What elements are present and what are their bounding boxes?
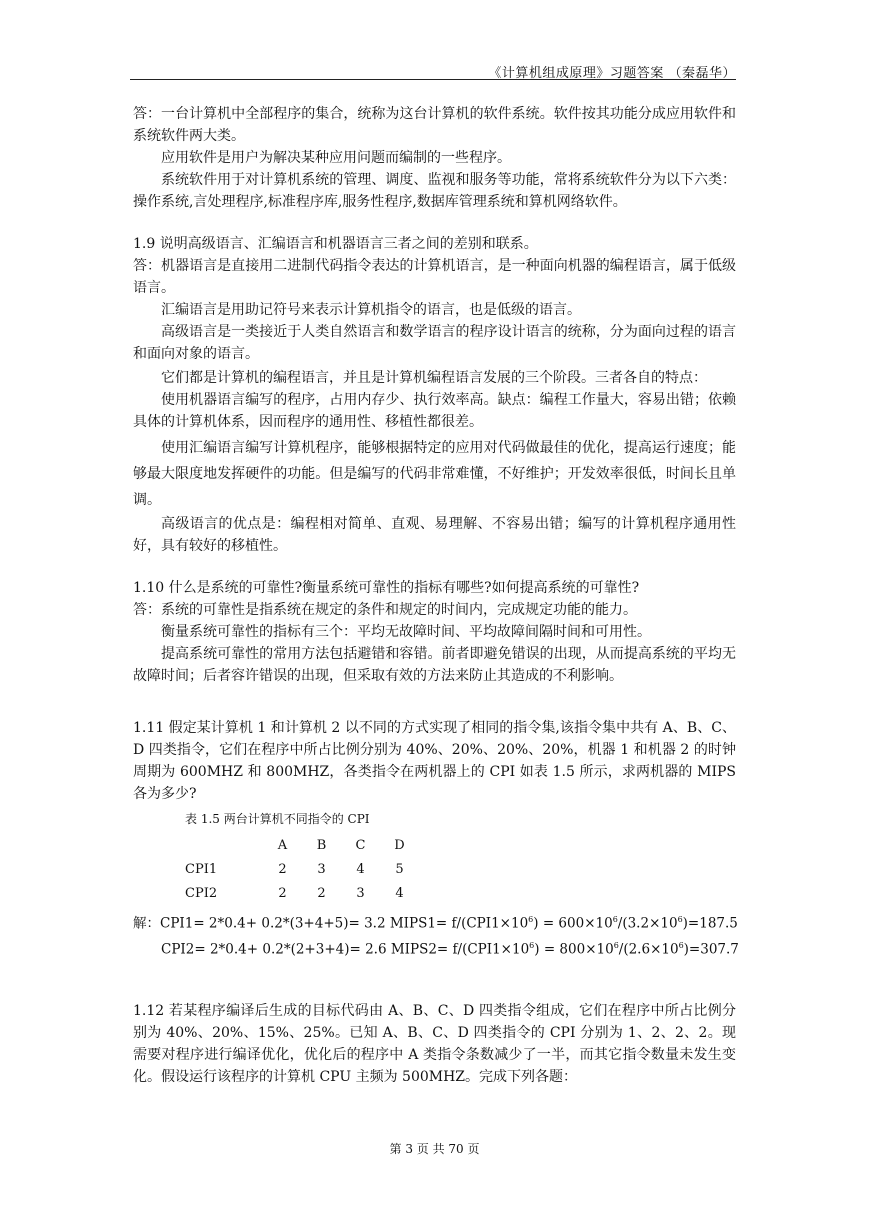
column-header: D [394,837,405,853]
table-cell: 2 [278,861,287,877]
table-cell: 2 [278,885,287,901]
table-row [185,857,419,881]
table-cell: 5 [395,861,404,877]
table-cell: 3 [356,885,365,901]
table-row [185,881,419,905]
row-label: CPI1 [185,861,218,877]
question-1-11: 1.11 假定某计算机 1 和计算机 2 以不同的方式实现了相同的指令集,该指令集中共有 A、B、C、D 四类指令，它们在程序中所占比例分别为 40%、20%、20%、20%，机器 1 和机器 2 的时钟周期为 600MHZ 和 800MHZ，各类指令在两机器上的 CPI 如表 1.5 所示，求两机器的 MIPS 各为多少? [133,720,736,802]
table-cell: 2 [317,885,326,901]
page-footer: 第 3 页 共 70 页 [389,1142,480,1156]
header-divider [130,79,736,80]
table-header-row [185,833,419,857]
cpi-table [185,833,419,905]
answer-paragraph: 答：机器语言是直接用二进制代码指令表达的计算机语言，是一种面向机器的编程语言，属于低级语言。 [133,258,736,296]
answer-paragraph: 答：系统的可靠性是指系统在规定的条件和规定的时间内，完成规定功能的能力。 [133,602,637,618]
answer-paragraph: 高级语言的优点是：编程相对简单、直观、易理解、不容易出错；编写的计算机程序通用性好，具有较好的移植性。 [133,516,736,554]
answer-paragraph: 系统软件用于对计算机系统的管理、调度、监视和服务等功能，常将系统软件分为以下六类：操作系统,言处理程序,标准程序库,服务性程序,数据库管理系统和算机网络软件。 [133,172,736,210]
answer-paragraph: 答：一台计算机中全部程序的集合，统称为这台计算机的软件系统。软件按其功能分成应用软件和系统软件两大类。 [133,106,736,144]
answer-paragraph: 应用软件是用户为解决某种应用问题而编制的一些程序。 [161,150,511,166]
page-header: 《计算机组成原理》习题答案 （秦磊华） [488,66,736,81]
answer-paragraph: 使用汇编语言编写计算机程序，能够根据特定的应用对代码做最佳的优化，提高运行速度；能够最大限度地发挥硬件的功能。但是编写的代码非常难懂，不好维护；开发效率很低，时间长且单调。 [133,440,736,508]
answer-paragraph: 衡量系统可靠性的指标有三个：平均无故障时间、平均故障间隔时间和可用性。 [161,624,651,640]
column-header: C [355,837,366,853]
table-cell: 4 [395,885,404,901]
column-header: A [277,837,288,853]
answer-paragraph: 使用机器语言编写的程序，占用内存少、执行效率高。缺点：编程工作量大，容易出错；依赖具体的计算机体系，因而程序的通用性、移植性都很差。 [133,392,736,430]
answer-paragraph: 它们都是计算机的编程语言，并且是计算机编程语言发展的三个阶段。三者各自的特点： [161,370,707,386]
table-caption: 表 1.5 两台计算机不同指令的 CPI [185,812,370,826]
question-1-12: 1.12 若某程序编译后生成的目标代码由 A、B、C、D 四类指令组成，它们在程序中所占比例分别为 40%、20%、15%、25%。已知 A、B、C、D 四类指令的 CPI 分别为 1、2、2、2。现需要对程序进行编译优化，优化后的程序中 A 类指令条数减少了一半，而其它指令数量未发生变化。假设运行该程序的计算机 CPU 主频为 500MHZ。完成下列各题： [133,1003,736,1085]
question-1-10: 1.10 什么是系统的可靠性?衡量系统可靠性的指标有哪些?如何提高系统的可靠性? [133,580,640,596]
table-cell: 4 [356,861,365,877]
document-body [133,103,739,1088]
answer-paragraph: 高级语言是一类接近于人类自然语言和数学语言的程序设计语言的统称，分为面向过程的语言和面向对象的语言。 [133,324,736,362]
question-1-9: 1.9 说明高级语言、汇编语言和机器语言三者之间的差别和联系。 [133,236,538,252]
table-cell: 3 [317,861,326,877]
column-header: B [316,837,327,853]
row-label: CPI2 [185,885,218,901]
answer-paragraph: 提高系统可靠性的常用方法包括避错和容错。前者即避免错误的出现，从而提高系统的平均无故障时间；后者容许错误的出现，但采取有效的方法来防止其造成的不利影响。 [133,646,736,684]
solution-line-1: 解：CPI1= 2*0.4+ 0.2*(3+4+5)= 3.2 MIPS1= $f/(CPI1\times 10^6) = 600\times 10^6/(3.2\times 10^6)=187.5$ [133,915,738,932]
solution-line-2: CPI2= 2*0.4+ 0.2*(2+3+4)= 2.6 MIPS2= $f/(CPI1\times 10^6) = 800\times 10^6/(2.6\times 10^6)=307.7$ [161,940,739,957]
answer-paragraph: 汇编语言是用助记符号来表示计算机指令的语言，也是低级的语言。 [161,302,581,318]
